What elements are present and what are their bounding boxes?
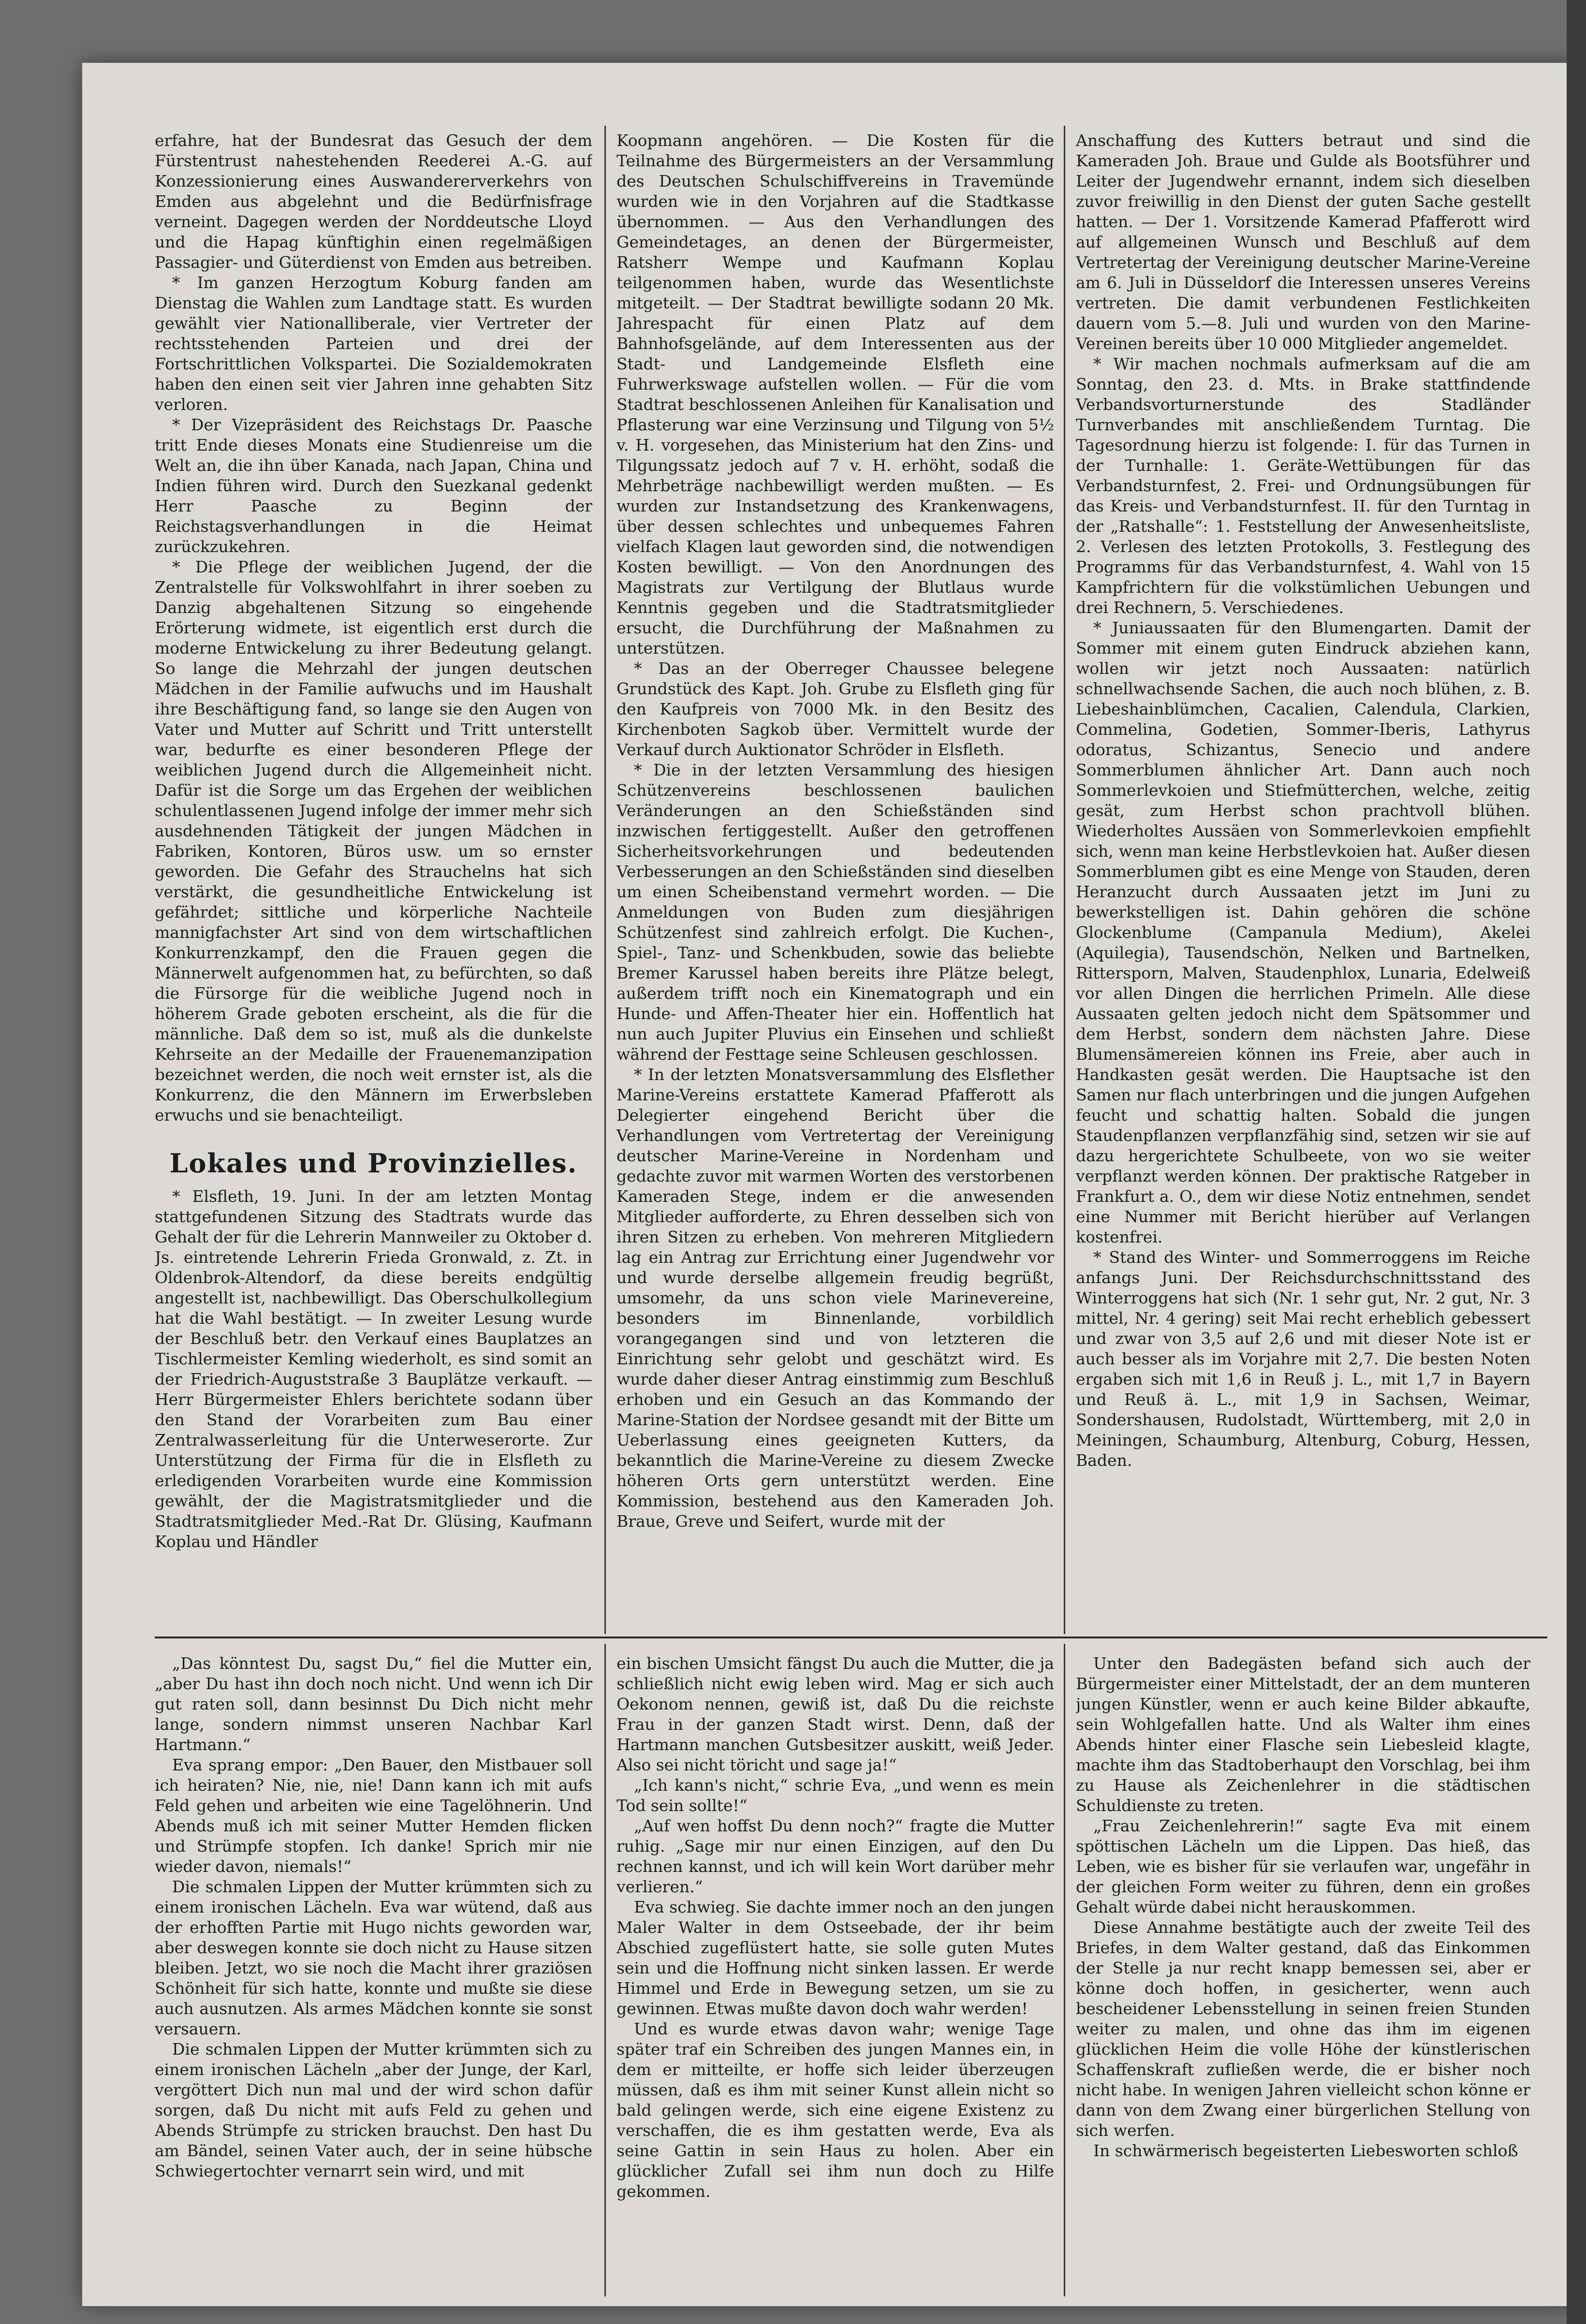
- paragraph: * Im ganzen Herzogtum Koburg fanden am Dienstag die Wahlen zum Landtage statt. Es wurden gewählt vier Nationalliberale, vier Vertreter der rechtsstehenden Parteien und drei der Fortschrittlichen Volkspartei. Die Sozialdemokraten haben den einen seit vier Jahren inne gehabten Sitz verloren.: [155, 273, 592, 414]
- paragraph: * In der letzten Monatsversammlung des Elsflether Marine-Vereins erstattete Kamerad Pfafferott als Delegierter eingehend Bericht über die Verhandlungen vom Vertretertag der Vereinigung deutscher Marine-Vereine in Nordenham und gedachte zuvor mit warmen Worten des verstorbenen Kameraden Stege, indem er die anwesenden Mitglieder aufforderte, zu Ehren desselben sich von ihren Sitzen zu erheben. Von mehreren Mitgliedern lag ein Antrag zur Errichtung einer Jugendwehr vor und wurde derselbe allgemein freudig begrüßt, umsomehr, da uns schon viele Marinevereine, besonders im Binnenlande, vorbildlich vorangegangen sind und von letzteren die Einrichtung sehr gelobt und geschätzt wird. Es wurde daher dieser Antrag einstimmig zum Beschluß erhoben und ein Gesuch an das Kommando der Marine-Station der Nordsee gesandt mit der Bitte um Ueberlassung eines geeigneten Kutters, da bekanntlich die Marine-Vereine zu diesem Zwecke höheren Orts gern unterstützt werden. Eine Kommission, bestehend aus den Kameraden Joh. Braue, Greve und Seifert, wurde mit der: [617, 1065, 1054, 1531]
- adjacent-page-edge: [1567, 0, 1586, 2324]
- paragraph: Und es wurde etwas davon wahr; wenige Tage später traf ein Schreiben des jungen Mannes ein, in dem er mitteilte, er hoffe sich leider überzeugen müssen, daß es ihm mit seiner Kunst allein nicht so bald gelingen werde, sich eine eigene Existenz zu verschaffen, die es ihm gestatten werde, Eva als seine Gattin in sein Haus zu holen. Aber ein glücklicher Zufall sei ihm nun doch zu Hilfe gekommen.: [617, 2019, 1054, 2201]
- section-heading: Lokales und Provinzielles.: [169, 1148, 578, 1179]
- top-column-1: [155, 131, 592, 1624]
- paragraph: ein bischen Umsicht fängst Du auch die Mutter, die ja schließlich nicht ewig leben wird. Mag er sich auch Oekonom nennen, gewiß ist, daß Du die reichste Frau in der ganzen Stadt wirst. Denn, daß der Hartmann manchen Gutsbesitzer auskitt, weiß Jeder. Also sei nicht töricht und sage ja!“: [617, 1654, 1054, 1774]
- paragraph: Die schmalen Lippen der Mutter krümmten sich zu einem ironischen Lächeln „aber der Junge, der Karl, vergöttert Dich nun mal und der wird schon dafür sorgen, daß Du nicht mit aufs Feld zu gehen und Abends Strümpfe zu stricken brauchst. Den hast Du am Bändel, seinen Vater auch, der in seine hübsche Schwiegertochter vernarrt sein wird, und mit: [155, 2040, 592, 2180]
- paragraph: * Die Pflege der weiblichen Jugend, der die Zentralstelle für Volkswohlfahrt in ihrer soeben zu Danzig abgehaltenen Sitzung so eingehende Erörterung widmete, ist eigentlich erst durch die moderne Entwickelung zu ihrer Bedeutung gelangt. So lange die Mehrzahl der jungen deutschen Mädchen in der Familie aufwuchs und im Haushalt ihre Beschäftigung fand, so lange sie den Augen von Vater und Mutter auf Schritt und Tritt unterstellt war, bedurfte es einer besonderen Pflege der weiblichen Jugend durch die Allgemeinheit nicht. Dafür ist die Sorge um das Ergehen der weiblichen schulentlassenen Jugend infolge der immer mehr sich ausdehnenden Tätigkeit der jungen Mädchen in Fabriken, Kontoren, Büros usw. um so ernster geworden. Die Gefahr des Strauchelns hat sich verstärkt, die gesundheitliche Entwickelung ist gefährdet; sittliche und körperliche Nachteile mannigfachster Art sind von dem wirtschaftlichen Konkurrenzkampf, den die Frauen gegen die Männerwelt aufgenommen hat, zu befürchten, so daß die Fürsorge für die weibliche Jugend noch in höherem Grade geboten erscheint, als die für die männliche. Daß dem so ist, muß als die dunkelste Kehrseite an der Medaille der Frauenemanzipation bezeichnet werden, die noch weit ernster ist, als die Konkurrenz, die den Männern im Erwerbsleben erwuchs und sie benachteiligt.: [155, 557, 592, 1125]
- paragraph: „Frau Zeichenlehrerin!“ sagte Eva mit einem spöttischen Lächeln um die Lippen. Das hieß, das Leben, wie es bisher für sie verlaufen war, ungefähr in der gleichen Form weiter zu führen, denn ein großes Gehalt würde dabei nicht herauskommen.: [1076, 1816, 1530, 1916]
- column-rule: [604, 126, 606, 1634]
- paragraph: * Das an der Oberreger Chaussee belegene Grundstück des Kapt. Joh. Grube zu Elsfleth ging für den Kaufpreis von 7000 Mk. in den Besitz des Kirchenboten Sagkob über. Vermittelt wurde der Verkauf durch Auktionator Schröder in Elsfleth.: [617, 659, 1054, 759]
- paragraph: * Elsfleth, 19. Juni. In der am letzten Montag stattgefundenen Sitzung des Stadtrats wurde das Gehalt der für die Lehrerin Mannweiler zu Oktober d. Js. eintretende Lehrerin Frieda Gronwald, z. Zt. in Oldenbrok-Altendorf, da diese bereits endgültig angestellt ist, nachbewilligt. Das Oberschulkollegium hat die Wahl bestätigt. — In zweiter Lesung wurde der Beschluß betr. den Verkauf eines Bauplatzes an Tischlermeister Kemling wiederholt, es sind somit an der Friedrich-Auguststraße 3 Bauplätze verkauft. — Herr Bürgermeister Ehlers berichtete sodann über den Stand der Vorarbeiten zum Bau einer Zentralwasserleitung für die Unterweserorte. Zur Unterstützung der Firma für die in Elsfleth zu erledigenden Vorarbeiten wurde eine Kommission gewählt, der die Magistratsmitglieder und die Stadtratsmitglieder Med.-Rat Dr. Glüsing, Kaufmann Koplau und Händler: [155, 1187, 592, 1551]
- paragraph: Anschaffung des Kutters betraut und sind die Kameraden Joh. Braue und Gulde als Bootsführer und Leiter der Jugendwehr ernannt, indem sich dieselben zuvor freiwillig in den Dienst der guten Sache gestellt hatten. — Der 1. Vorsitzende Kamerad Pfafferott wird auf allgemeinen Wunsch und Beschluß auf dem Vertretertag der Vereinigung deutscher Marine-Vereine am 6. Juli in Düsseldorf die Interessen unseres Vereins vertreten. Die damit verbundenen Festlichkeiten dauern vom 5.—8. Juli und wurden von den Marine-Vereinen bereits über 10 000 Mitglieder angemeldet.: [1076, 131, 1530, 353]
- column-rule: [604, 1644, 606, 2296]
- paragraph: * Stand des Winter- und Sommerroggens im Reiche anfangs Juni. Der Reichsdurchschnittsstand des Winterroggens hat sich (Nr. 1 sehr gut, Nr. 2 gut, Nr. 3 mittel, Nr. 4 gering) seit Mai recht erheblich gebessert und zwar von 3,5 auf 2,6 und mit dieser Note ist er auch besser als im Vorjahre mit 2,7. Die besten Noten ergaben sich mit 1,6 in Reuß j. L., mit 1,7 in Bayern und Reuß ä. L., mit 1,9 in Sachsen, Weimar, Sondershausen, Rudolstadt, Württemberg, mit 2,0 in Meiningen, Schaumburg, Altenburg, Coburg, Hessen, Baden.: [1076, 1248, 1530, 1470]
- top-column-3: [1076, 131, 1530, 1624]
- paragraph: Die schmalen Lippen der Mutter krümmten sich zu einem ironischen Lächeln. Eva war wütend, daß aus der erhofften Partie mit Hugo nichts geworden war, aber deswegen konnte sie doch nicht zu Hause sitzen bleiben. Jetzt, wo sie noch die Macht ihrer graziösen Schönheit für sich hatte, konnte und mußte sie diese auch ausnutzen. Als armes Mädchen konnte sie sonst versauern.: [155, 1877, 592, 2038]
- paragraph: In schwärmerisch begeisterten Liebesworten schloß: [1093, 2141, 1518, 2160]
- paragraph: * Juniaussaaten für den Blumengarten. Damit der Sommer mit einem guten Eindruck abziehen kann, wollen wir jetzt noch Aussaaten: natürlich schnellwachsende Sachen, die auch noch blühen, z. B. Liebeshainblümchen, Cacalien, Calendula, Clarkien, Commelina, Godetien, Sommer-Iberis, Lathyrus odoratus, Schizantus, Senecio und andere Sommerblumen ähnlicher Art. Dann auch noch Sommerlevkoien und Stiefmütterchen, welche, zeitig gesät, zum Herbst schon prachtvoll blühen. Wiederholtes Aussäen von Sommerlevkoien empfiehlt sich, wenn man keine Herbstlevkoien hat. Außer diesen Sommerblumen gibt es eine Menge von Stauden, deren Heranzucht durch Aussaaten jetzt im Juni zu bewerkstelligen ist. Dahin gehören die schöne Glockenblume (Campanula Medium), Akelei (Aquilegia), Tausendschön, Nelken und Bartnelken, Rittersporn, Malven, Staudenphlox, Lunaria, Edelweiß vor allen Dingen die herrlichen Primeln. Alle diese Aussaaten gelten jedoch nicht dem Spätsommer und dem Herbst, sondern dem nächsten Jahre. Diese Blumensämereien können ins Freie, aber auch in Handkasten gesät werden. Die Hauptsache ist den Samen nur flach unterbringen und die jungen Aufgehen feucht und schattig halten. Sobald die jungen Staudenpflanzen verpflanzfähig sind, setzen wir sie auf dazu hergerichtete Schulbeete, von wo sie weiter verpflanzt werden können. Der praktische Ratgeber in Frankfurt a. O., dem wir diese Notiz entnehmen, sendet eine Nummer mit Bericht hierüber auf Verlangen kostenfrei.: [1076, 618, 1530, 1246]
- paragraph: „Ich kann's nicht,“ schrie Eva, „und wenn es mein Tod sein sollte!“: [617, 1776, 1054, 1815]
- feuilleton-column-3: [1076, 1653, 1530, 2292]
- newspaper-page: [82, 63, 1576, 2306]
- paragraph: Koopmann angehören. — Die Kosten für die Teilnahme des Bürgermeisters an der Versammlung des Deutschen Schulschiffvereins in Travemünde wurden wie in den Vorjahren auf die Stadtkasse übernommen. — Aus den Verhandlungen des Gemeindetages, an denen der Bürgermeister, Ratsherr Wempe und Kaufmann Koplau teilgenommen haben, wurde das Wesentlichste mitgeteilt. — Der Stadtrat bewilligte sodann 20 Mk. Jahrespacht für einen Platz auf dem Bahnhofsgelände, auf dem Interessenten aus der Stadt- und Landgemeinde Elsfleth eine Fuhrwerkswage aufstellen wollen. — Für die vom Stadtrat beschlossenen Anleihen für Kanalisation und Pflasterung war eine Verzinsung und Tilgung von 5½ v. H. vorgesehen, das Ministerium hat den Zins- und Tilgungssatz jedoch auf 7 v. H. erhöht, sodaß die Mehrbeträge nachbewilligt werden mußten. — Es wurden zur Instandsetzung des Krankenwagens, über dessen schlechtes und unbequemes Fahren vielfach Klagen laut geworden sind, die notwendigen Kosten bewilligt. — Von den Anordnungen des Magistrats zur Vertilgung der Blutlaus wurde Kenntnis gegeben und die Stadtratsmitglieder ersucht, die Durchführung der Maßnahmen zu unterstützen.: [617, 131, 1054, 658]
- paragraph: * Wir machen nochmals aufmerksam auf die am Sonntag, den 23. d. Mts. in Brake stattfindende Verbandsvorturnerstunde des Stadländer Turnverbandes mit anschließendem Turntag. Die Tagesordnung hierzu ist folgende: I. für das Turnen in der Turnhalle: 1. Geräte-Wettübungen für das Verbandsturnfest, 2. Frei- und Ordnungsübungen für das Kreis- und Verbandsturnfest. II. für den Turntag in der „Ratshalle“: 1. Feststellung der Anwesenheitsliste, 2. Verlesen des letzten Protokolls, 3. Festlegung des Programms für das Verbandsturnfest, 4. Wahl von 15 Kampfrichtern für die volkstümlichen Uebungen und drei Rechnern, 5. Verschiedenes.: [1076, 354, 1530, 617]
- top-column-2: [617, 131, 1054, 1624]
- column-rule: [1064, 1644, 1065, 2296]
- paragraph: * Der Vizepräsident des Reichstags Dr. Paasche tritt Ende dieses Monats eine Studienreise um die Welt an, die ihn über Kanada, nach Japan, China und Indien führen wird. Durch den Suezkanal gedenkt Herr Paasche zu Beginn der Reichstagsverhandlungen in die Heimat zurückzukehren.: [155, 415, 592, 556]
- paragraph: Eva schwieg. Sie dachte immer noch an den jungen Maler Walter in dem Ostseebade, der ihr beim Abschied zugeflüstert hatte, sie solle guten Mutes sein und die Hoffnung nicht sinken lassen. Er werde Himmel und Erde in Bewegung setzen, um sie zu gewinnen. Etwas mußte davon doch wahr werden!: [617, 1898, 1054, 2018]
- col1-after-paragraphs: [155, 1186, 592, 1552]
- feuilleton-column-1: [155, 1653, 592, 2292]
- feuilleton-column-2: [617, 1653, 1054, 2292]
- paragraph: Diese Annahme bestätigte auch der zweite Teil des Briefes, in dem Walter gestand, daß das Einkommen der Stelle ja nur recht knapp bemessen sei, aber er könne doch hoffen, in gesicherter, wenn auch bescheidener Lebensstellung in seinen freien Stunden weiter zu malen, und ohne das ihm im eigenen glücklichen Heim die volle Höhe der künstlerischen Schaffenskraft zufließen werde, die er bisher noch nicht habe. In wenigen Jahren vielleicht schon könne er dann von dem Zwang einer bürgerlichen Stellung von sich werfen.: [1076, 1918, 1530, 2140]
- paragraph: „Auf wen hoffst Du denn noch?“ fragte die Mutter ruhig. „Sage mir nur einen Einzigen, auf den Du rechnen kannst, und ich will kein Wort darüber mehr verlieren.“: [617, 1816, 1054, 1896]
- feuilleton-separator: [155, 1637, 1547, 1638]
- col1-paragraphs: [155, 131, 592, 1125]
- paragraph: * Die in der letzten Versammlung des hiesigen Schützenvereins beschlossenen baulichen Veränderungen an den Schießständen sind inzwischen fertiggestellt. Außer den getroffenen Sicherheitsvorkehrungen und bedeutenden Verbesserungen an den Schießständen sind dieselben um einen Scheibenstand vermehrt worden. — Die Anmeldungen von Buden zum diesjährigen Schützenfest sind zahlreich erfolgt. Die Kuchen-, Spiel-, Tanz- und Schenkbuden, sowie das beliebte Bremer Karussel haben bereits ihre Plätze belegt, außerdem trifft noch ein Kinematograph und ein Hunde- und Affen-Theater hier ein. Hoffentlich hat nun auch Jupiter Pluvius ein Einsehen und schließt während der Festtage seine Schleusen geschlossen.: [617, 760, 1054, 1064]
- paragraph: erfahre, hat der Bundesrat das Gesuch der dem Fürstentrust nahestehenden Reederei A.-G. auf Konzessionierung eines Auswandererverkehrs von Emden aus abgelehnt und die Bedürfnisfrage verneint. Dagegen werden der Norddeutsche Lloyd und die Hapag künftighin einen regelmäßigen Passagier- und Güterdienst von Emden aus betreiben.: [155, 131, 592, 272]
- paragraph: Unter den Badegästen befand sich auch der Bürgermeister einer Mittelstadt, der an dem munteren jungen Künstler, wenn er auch keine Bilder abkaufte, sein Wohlgefallen hatte. Und als Walter ihm eines Abends hinter einer Flasche sein Liebesleid klagte, machte ihm das Stadtoberhaupt den Vorschlag, bei ihm zu Hause als Zeichenlehrer in die städtischen Schuldienste zu treten.: [1076, 1654, 1530, 1815]
- paragraph: Eva sprang empor: „Den Bauer, den Mistbauer soll ich heiraten? Nie, nie, nie! Dann kann ich mit aufs Feld gehen und arbeiten wie eine Tagelöhnerin. Und Abends muß ich mit seiner Mutter Hemden flicken und Strümpfe stopfen. Ich danke! Sprich mir nie wieder davon, niemals!“: [155, 1755, 592, 1876]
- paragraph: „Das könntest Du, sagst Du,“ fiel die Mutter ein, „aber Du hast ihn doch noch nicht. Und wenn ich Dir gut raten soll, dann besinnst Du Dich nicht mehr lange, sondern nimmst unseren Nachbar Karl Hartmann.“: [155, 1654, 592, 1754]
- column-rule: [1064, 126, 1065, 1634]
